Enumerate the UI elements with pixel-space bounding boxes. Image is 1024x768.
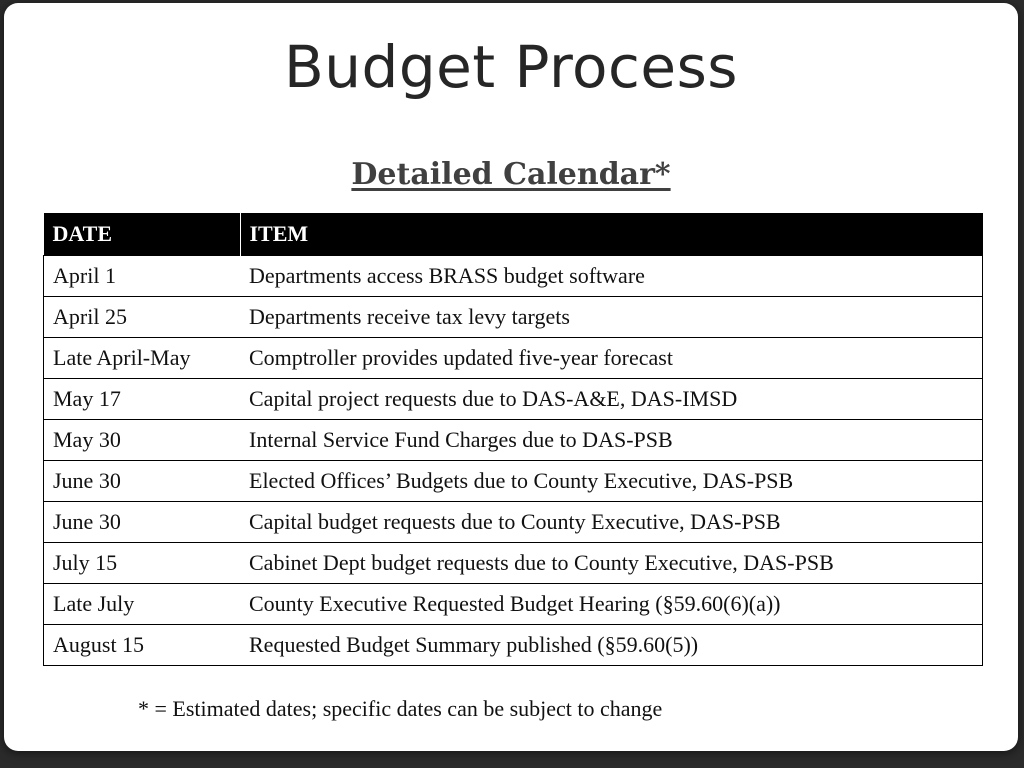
slide-title: Budget Process	[283, 33, 739, 101]
row-date: June 30	[44, 502, 241, 543]
footnote: * = Estimated dates; specific dates can be subject to change	[138, 696, 663, 721]
slide-subtitle: Detailed Calendar*	[351, 157, 671, 192]
table-row	[44, 625, 983, 666]
table-row	[44, 297, 983, 338]
row-date: May 17	[44, 379, 241, 420]
row-date: August 15	[44, 625, 241, 666]
row-date: May 30	[44, 420, 241, 461]
row-item: County Executive Requested Budget Hearing (§59.60(6)(a))	[240, 584, 983, 625]
row-item: Internal Service Fund Charges due to DAS-PSB	[240, 420, 983, 461]
budget-calendar-table	[43, 213, 983, 666]
table-row	[44, 338, 983, 379]
column-header-date: DATE	[44, 213, 241, 256]
table-row	[44, 543, 983, 584]
row-item: Capital project requests due to DAS-A&E, DAS-IMSD	[240, 379, 983, 420]
row-date: April 1	[44, 256, 241, 297]
table-row	[44, 256, 983, 297]
row-date: Late April-May	[44, 338, 241, 379]
row-date: April 25	[44, 297, 241, 338]
row-item: Capital budget requests due to County Executive, DAS-PSB	[240, 502, 983, 543]
row-item: Elected Offices’ Budgets due to County Executive, DAS-PSB	[240, 461, 983, 502]
table-row	[44, 461, 983, 502]
row-date: June 30	[44, 461, 241, 502]
row-date: Late July	[44, 584, 241, 625]
table-row	[44, 584, 983, 625]
table-row	[44, 379, 983, 420]
table-header-row	[44, 213, 983, 256]
row-item: Requested Budget Summary published (§59.60(5))	[240, 625, 983, 666]
row-item: Comptroller provides updated five-year forecast	[240, 338, 983, 379]
column-header-item: ITEM	[240, 213, 983, 256]
table-row	[44, 502, 983, 543]
table-row	[44, 420, 983, 461]
row-item: Departments receive tax levy targets	[240, 297, 983, 338]
row-item: Cabinet Dept budget requests due to County Executive, DAS-PSB	[240, 543, 983, 584]
row-date: July 15	[44, 543, 241, 584]
row-item: Departments access BRASS budget software	[240, 256, 983, 297]
slide	[4, 3, 1018, 751]
